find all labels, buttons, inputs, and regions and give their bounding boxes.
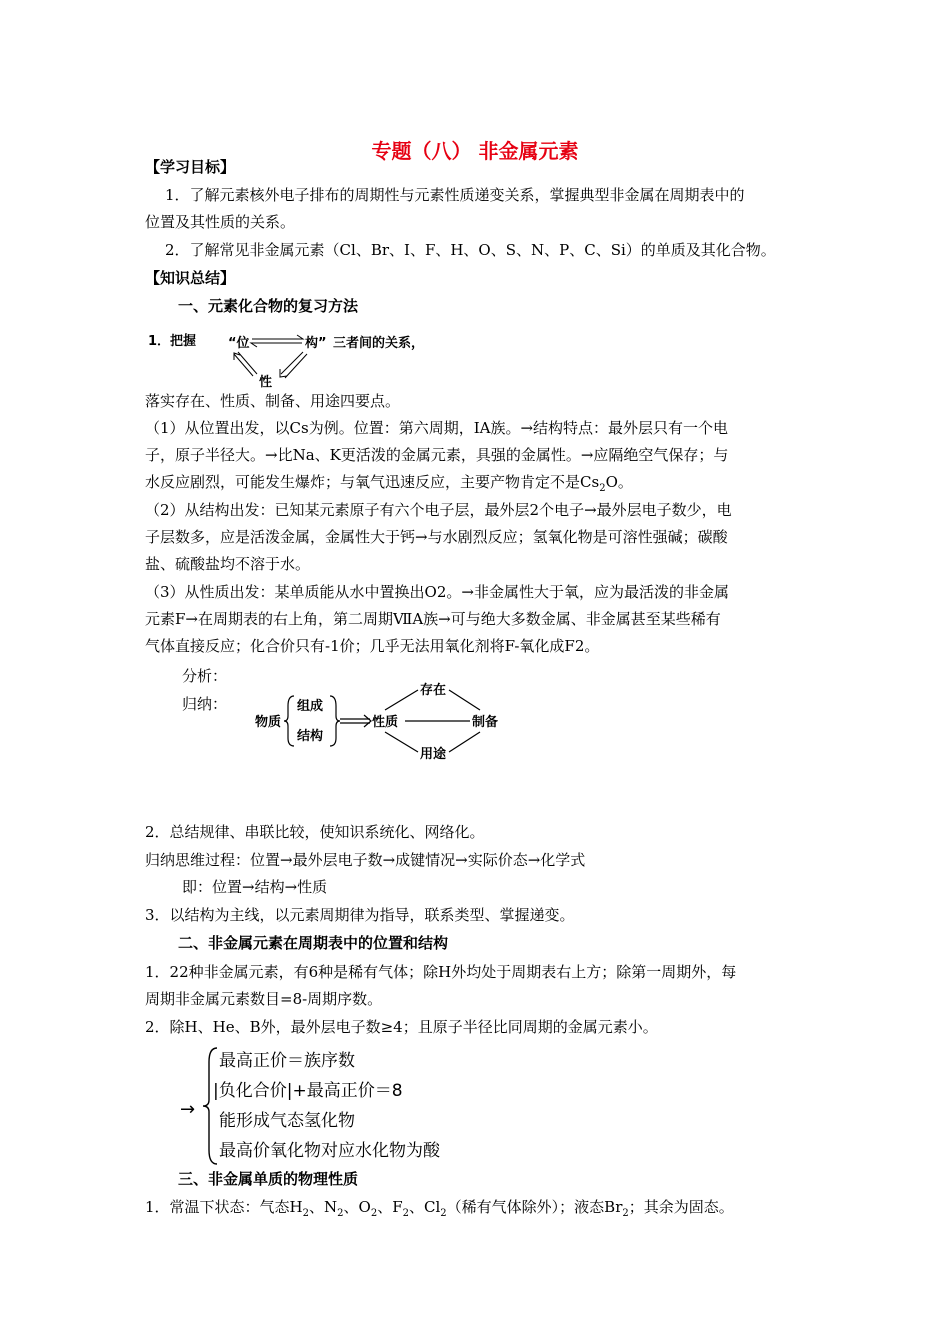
d2-jiegou: 结构 bbox=[297, 729, 324, 744]
heading-goals: 【学习目标】 bbox=[145, 158, 236, 176]
label-fenxi: 分析： bbox=[182, 667, 228, 685]
d2-cunzai: 存在 bbox=[420, 683, 447, 698]
phys-1-sub-n2: 2 bbox=[337, 1208, 344, 1219]
para-3-line-c: 气体直接反应；化合价只有-1价；几乎无法用氧化剂将F-氧化成F2。 bbox=[145, 637, 600, 655]
para-2-line-a: （2）从结构出发：已知某元素原子有六个电子层，最外层2个电子→最外层电子数少，电 bbox=[145, 501, 732, 519]
d2-left-brace bbox=[284, 696, 294, 746]
d2-line-xingzhi-cunzai bbox=[385, 690, 418, 710]
phys-1-sub-f2: 2 bbox=[402, 1208, 410, 1219]
position-structure-property-diagram bbox=[140, 326, 460, 396]
section-1-title: 一、元素化合物的复习方法 bbox=[178, 297, 359, 315]
method-2-process: 归纳思维过程：位置→最外层电子数→成键情况→实际价态→化学式 bbox=[145, 851, 586, 869]
phys-1-t5: 、Cl bbox=[409, 1198, 441, 1216]
para-3-line-a: （3）从性质出发：某单质能从水中置换出O2。→非金属性大于氧，应为最活泼的非金属 bbox=[145, 583, 729, 601]
para-2-line-c: 盐、硫酸盐均不溶于水。 bbox=[145, 555, 311, 573]
d1-suffix: 三者间的关系， bbox=[333, 336, 425, 351]
section-3-title: 三、非金属单质的物理性质 bbox=[178, 1170, 359, 1188]
para-1-c-pre: 水反应剧烈，可能发生爆炸；与氧气迅速反应，主要产物肯定不是Cs bbox=[145, 473, 600, 491]
d1-wei: “位 bbox=[228, 336, 250, 351]
phys-1-t1: 1．常温下状态：气态H bbox=[145, 1198, 303, 1216]
phys-1-sub-br2: 2 bbox=[622, 1208, 629, 1219]
para-1-c-sub: 2 bbox=[599, 483, 606, 494]
para-1-line-c bbox=[145, 472, 633, 492]
d2-line-yongtu-zhibei bbox=[449, 732, 480, 752]
d1-xing: 性 bbox=[259, 375, 273, 390]
page-title: 专题（八） 非金属元素 bbox=[371, 139, 579, 163]
phys-1-t4: 、F bbox=[377, 1198, 403, 1216]
d2-right-brace bbox=[330, 696, 340, 746]
goal-1-line-b: 位置及其性质的关系。 bbox=[145, 213, 296, 231]
goal-1-line-a: 1．了解元素核外电子排布的周期性与元素性质递变关系，掌握典型非金属在周期表中的 bbox=[165, 186, 745, 204]
phys-1-sub-o2: 2 bbox=[370, 1208, 378, 1219]
phys-1-t2: 、N bbox=[309, 1198, 338, 1216]
heading-summary: 【知识总结】 bbox=[145, 269, 236, 287]
nonmetal-properties-brace bbox=[175, 1042, 505, 1170]
d2-line-xingzhi-yongtu bbox=[385, 732, 418, 752]
d3-line-3: 能形成气态氢化物 bbox=[219, 1111, 355, 1131]
label-guina: 归纳： bbox=[182, 695, 228, 713]
substance-relations-diagram bbox=[250, 676, 520, 768]
d1-left-arrowhead bbox=[234, 353, 240, 360]
d3-brace bbox=[203, 1048, 217, 1164]
goal-2: 2．了解常见非金属元素（Cl、Br、I、F、H、O、S、N、P、C、Si）的单质及其化合物。 bbox=[165, 241, 776, 259]
phys-1 bbox=[145, 1197, 734, 1217]
para-1-line-b: 子，原子半径大。→比Na、K更活泼的金属元素，具强的金属性。→应隔绝空气保存；与 bbox=[145, 446, 729, 464]
pos-1-line-a: 1．22种非金属元素，有6种是稀有气体；除H外均处于周期表右上方；除第一周期外，每 bbox=[145, 963, 737, 981]
d1-arrowhead-right bbox=[297, 335, 303, 339]
section-2-title: 二、非金属元素在周期表中的位置和结构 bbox=[178, 934, 449, 952]
d3-line-2: |负化合价|+最高正价＝8 bbox=[213, 1081, 403, 1101]
para-0: 落实存在、性质、制备、用途四要点。 bbox=[145, 392, 401, 410]
method-3: 3．以结构为主线，以元素周期律为指导，联系类型、掌握递变。 bbox=[145, 906, 575, 924]
d2-wuzhi: 物质 bbox=[255, 715, 282, 730]
d2-xingzhi: 性质 bbox=[372, 715, 399, 730]
phys-1-sub-h2: 2 bbox=[302, 1208, 310, 1219]
d2-double-arrowhead bbox=[364, 715, 371, 727]
para-1-line-a: （1）从位置出发，以Cs为例。位置：第六周期，IA族。→结构特点：最外层只有一个电 bbox=[145, 419, 729, 437]
method-2: 2．总结规律、串联比较，使知识系统化、网络化。 bbox=[145, 823, 485, 841]
d1-left-line-1 bbox=[238, 352, 257, 374]
para-1-c-post: O。 bbox=[605, 473, 633, 491]
method-2-short: 即：位置→结构→性质 bbox=[182, 878, 328, 896]
phys-1-t7: ；其余为固态。 bbox=[628, 1198, 734, 1216]
d2-zucheng: 组成 bbox=[297, 699, 324, 714]
d2-yongtu: 用途 bbox=[420, 747, 447, 762]
d1-prefix: 1．把握 bbox=[148, 334, 197, 349]
d1-right-arrowhead bbox=[280, 369, 287, 377]
pos-2: 2．除H、He、B外，最外层电子数≥4；且原子半径比同周期的金属元素小。 bbox=[145, 1018, 658, 1036]
d1-gou: 构” bbox=[305, 336, 327, 351]
d1-arrowhead-left bbox=[251, 343, 257, 347]
d1-left-line-2 bbox=[234, 354, 253, 376]
phys-1-t3: 、O bbox=[343, 1198, 371, 1216]
d3-arrow: → bbox=[180, 1099, 196, 1120]
d2-zhibei: 制备 bbox=[472, 715, 499, 730]
phys-1-t6: （稀有气体除外）；液态Br bbox=[446, 1198, 623, 1216]
phys-1-sub-cl2: 2 bbox=[440, 1208, 447, 1219]
para-3-line-b: 元素F→在周期表的右上角，第二周期ⅦA族→可与绝大多数金属、非金属甚至某些稀有 bbox=[145, 610, 721, 628]
para-2-line-b: 子层数多，应是活泼金属，金属性大于钙→与水剧烈反应；氢氧化物是可溶性强碱；碳酸 bbox=[145, 528, 728, 546]
pos-1-line-b: 周期非金属元素数目=8-周期序数。 bbox=[145, 990, 383, 1008]
d3-line-1: 最高正价＝族序数 bbox=[219, 1051, 355, 1071]
d3-line-4: 最高价氧化物对应水化物为酸 bbox=[219, 1141, 440, 1161]
d2-line-cunzai-zhibei bbox=[449, 690, 480, 710]
